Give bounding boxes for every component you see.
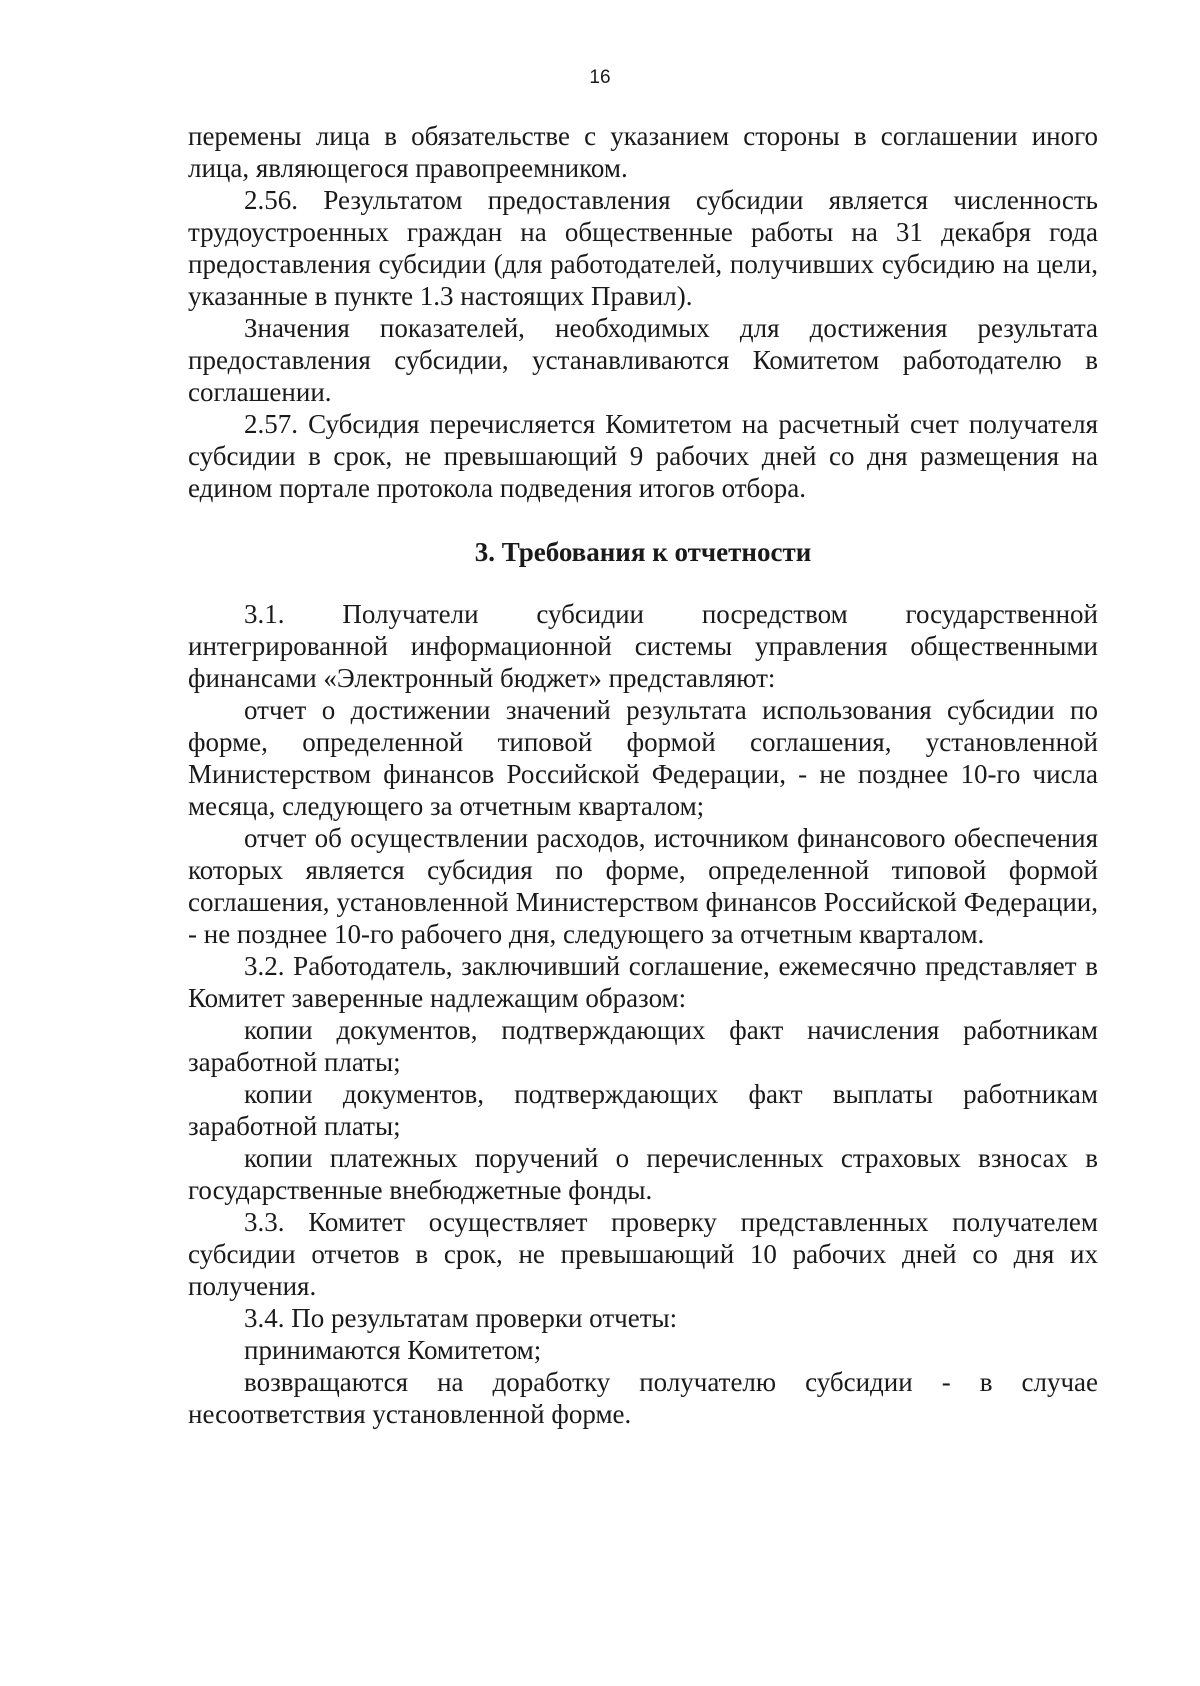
section-3-body <box>188 598 1098 1430</box>
paragraph-returned: возвращаются на доработку получателю субсидии - в случае несоответствия установленной форме. <box>188 1367 1098 1429</box>
paragraph-report-expenses: отчет об осуществлении расходов, источником финансового обеспечения которых является субсидия по форме, определенной типовой формой соглашения, установленной Министерством финансов Российской Федерации, - не позднее 10-го рабочего дня, следующего за отчетным кварталом. <box>188 823 1098 949</box>
paragraph-2-57: 2.57. Субсидия перечисляется Комитетом на расчетный счет получателя субсидии в срок, не превышающий 9 рабочих дней со дня размещения на едином портале протокола подведения итогов отбора. <box>188 409 1098 503</box>
paragraph-copies-accrual: копии документов, подтверждающих факт начисления работникам заработной платы; <box>188 1015 1098 1077</box>
paragraph-3-4: 3.4. По результатам проверки отчеты: <box>244 1303 678 1333</box>
paragraph-indicators: Значения показателей, необходимых для достижения результата предоставления субсидии, устанавливаются Комитетом работодателю в соглашении. <box>188 313 1098 407</box>
paragraph-accepted: принимаются Комитетом; <box>244 1335 542 1365</box>
paragraph-report-results: отчет о достижении значений результата использования субсидии по форме, определенной типовой формой соглашения, установленной Министерством финансов Российской Федерации, - не позднее 10-го числа месяца, следующего за отчетным кварталом; <box>188 695 1098 821</box>
paragraph-2-56: 2.56. Результатом предоставления субсидии является численность трудоустроенных граждан на общественные работы на 31 декабря года предоставления субсидии (для работодателей, получивших субсидию на цели, указанные в пункте 1.3 настоящих Правил). <box>188 185 1098 311</box>
paragraph-3-1: 3.1. Получатели субсидии посредством государственной интегрированной информационной системы управления общественными финансами «Электронный бюджет» представляют: <box>188 599 1098 693</box>
page-number: 16 <box>589 67 611 88</box>
document-body <box>188 120 1098 1430</box>
section-heading: 3. Требования к отчетности <box>474 537 812 567</box>
paragraph-continuation: перемены лица в обязательстве с указанием стороны в соглашении иного лица, являющегося правопреемником. <box>188 121 1098 183</box>
paragraph-copies-payment: копии документов, подтверждающих факт выплаты работникам заработной платы; <box>188 1079 1098 1141</box>
paragraph-3-3: 3.3. Комитет осуществляет проверку представленных получателем субсидии отчетов в срок, не превышающий 10 рабочих дней со дня их получения. <box>188 1207 1098 1301</box>
paragraph-3-2: 3.2. Работодатель, заключивший соглашение, ежемесячно представляет в Комитет заверенные надлежащим образом: <box>188 951 1098 1013</box>
paragraph-copies-insurance: копии платежных поручений о перечисленных страховых взносах в государственные внебюджетные фонды. <box>188 1143 1098 1205</box>
